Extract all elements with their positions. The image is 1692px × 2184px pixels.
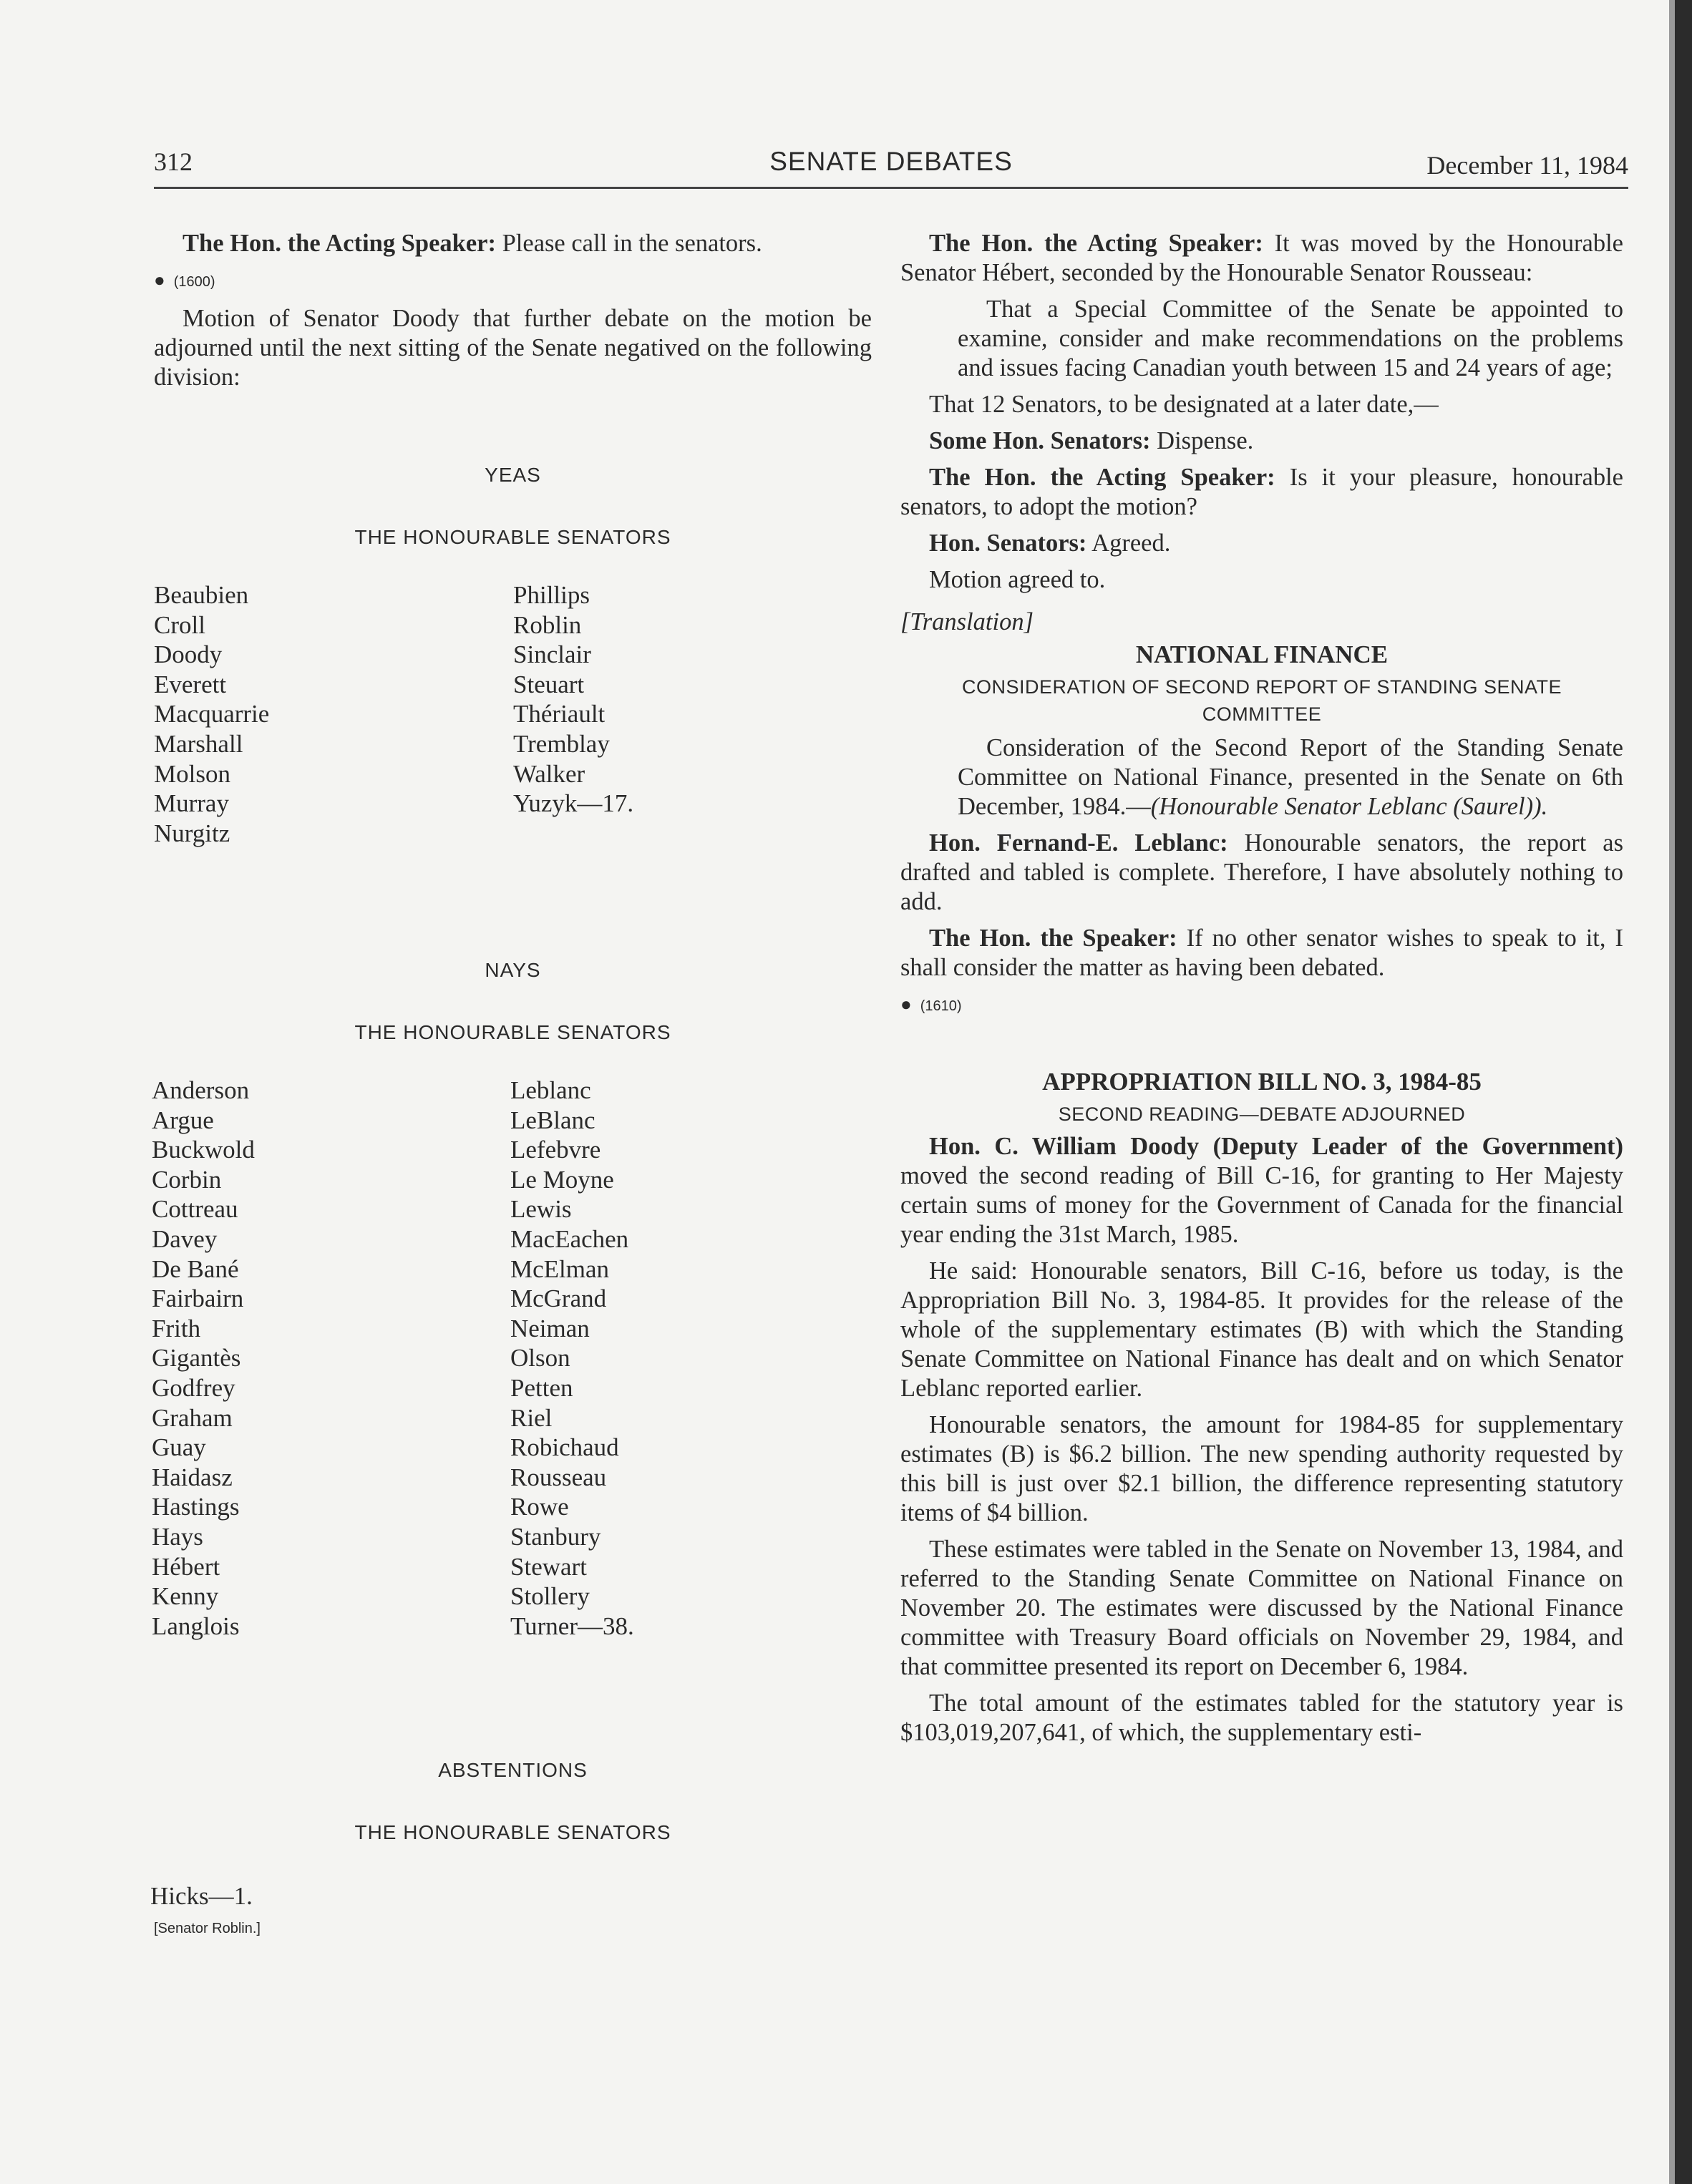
paragraph [900, 924, 1623, 983]
list-item: Le Moyne [510, 1165, 614, 1194]
speaker-name: Some Hon. Senators: [929, 427, 1151, 454]
list-item: Rowe [510, 1493, 569, 1521]
list-item: LeBlanc [510, 1106, 595, 1134]
paragraph: The total amount of the estimates tabled for the statutory year is $103,019,207,641, of which, the supplementary esti- [900, 1690, 1623, 1746]
time-marker [900, 990, 1623, 1021]
list-item: Stollery [510, 1582, 590, 1611]
speaker-name: The Hon. the Acting Speaker: [929, 464, 1275, 491]
list-item: Macquarrie [154, 700, 270, 728]
nays-list [154, 1076, 872, 1648]
speaker-name: The Hon. the Acting Speaker: [183, 230, 496, 257]
speaker-name: The Hon. the Speaker: [929, 925, 1177, 952]
paragraph [900, 426, 1623, 456]
list-item: Cottreau [152, 1195, 238, 1224]
list-item: Gigantès [152, 1344, 241, 1373]
list-item: Fairbairn [152, 1284, 244, 1313]
speech-text: Is it your pleasure, honourable senators, to adopt the motion? [900, 464, 1623, 520]
list-item: Buckwold [152, 1136, 255, 1164]
list-item: McElman [510, 1254, 610, 1283]
list-item: Neiman [510, 1314, 590, 1342]
list-item: Thériault [513, 700, 606, 728]
list-item: Godfrey [152, 1373, 235, 1402]
page-header [154, 147, 1628, 189]
list-item: Croll [154, 610, 205, 639]
bullet-icon: ● [900, 993, 912, 1015]
paragraph [154, 229, 872, 258]
order-sponsor: (Honourable Senator Leblanc (Saurel)). [1150, 793, 1548, 820]
list-item: Phillips [513, 581, 590, 609]
list-item: Marshall [154, 729, 243, 758]
paragraph: Motion agreed to. [929, 566, 1106, 593]
list-item: Walker [513, 759, 585, 788]
list-item: Guay [152, 1433, 206, 1462]
list-item: MacEachen [510, 1224, 629, 1253]
order-of-day [958, 733, 1623, 822]
speaker-name: Hon. Fernand-E. Leblanc: [929, 829, 1228, 857]
list-item: Hastings [152, 1493, 240, 1521]
scan-edge-shadow [1669, 0, 1675, 2184]
paragraph: Honourable senators, the amount for 1984-85 for supplementary estimates (B) is $6.2 billion. The new spending authority requested by this bill is just over $2.1 billion, the difference representing statutory items of $4 billion. [900, 1411, 1623, 1526]
nays-title: NAYS [485, 959, 541, 981]
list-item: Lefebvre [510, 1136, 601, 1164]
nays-col-2 [510, 1076, 634, 1641]
list-item: Graham [152, 1403, 233, 1432]
list-item: Stanbury [510, 1522, 601, 1551]
paragraph: Motion of Senator Doody that further debate on the motion be adjourned until the next sitting of the Senate negatived on the following division: [154, 305, 872, 391]
list-item: De Bané [152, 1254, 239, 1283]
page-number: 312 [154, 147, 193, 176]
list-item: Leblanc [510, 1076, 591, 1104]
list-item: Everett [154, 670, 227, 698]
list-item: Hays [152, 1522, 203, 1551]
list-item: McGrand [510, 1284, 607, 1313]
yeas-col-2 [513, 580, 633, 819]
yeas-list [154, 580, 872, 854]
speech-text: moved the second reading of Bill C-16, for granting to Her Majesty certain sums of money for the Government of Canada for the financial year ending the 31st March, 1985. [900, 1162, 1623, 1248]
list-item: Corbin [152, 1165, 222, 1194]
list-item: Langlois [152, 1612, 240, 1640]
time-marker-text: (1610) [920, 998, 962, 1014]
list-item: Nurgitz [154, 819, 230, 847]
paragraph [900, 229, 1623, 288]
list-item: Petten [510, 1373, 573, 1402]
nays-col-1 [152, 1076, 255, 1641]
section-subheading: CONSIDERATION OF SECOND REPORT OF STANDING SENATE COMMITTEE [961, 676, 1562, 725]
list-item: Stewart [510, 1552, 587, 1581]
paragraph: He said: Honourable senators, Bill C-16, before us today, is the Appropriation Bill No. 3, 1984-85. It provides for the release of the whole of the supplementary estimates (B) with which the Standing Senate Committee on National Finance has dealt and on which Senator Leblanc reported earlier. [900, 1257, 1623, 1402]
paragraph: These estimates were tabled in the Senate on November 13, 1984, and referred to the Standing Senate Committee on National Finance on November 20. The estimates were discussed by the National Finance committee with Treasury Board officials on November 29, 1984, and that committee presented its report on December 6, 1984. [900, 1536, 1623, 1680]
paragraph [900, 829, 1623, 917]
yeas-title: YEAS [485, 464, 541, 486]
speech-text: Agreed. [1086, 530, 1171, 557]
time-marker [154, 265, 872, 297]
right-column [900, 229, 1623, 1755]
list-item: Yuzyk—17. [513, 789, 634, 818]
speaker-name: Hon. C. William Doody (Deputy Leader of the Government) [929, 1133, 1623, 1160]
speech-text: It was moved by the Honourable Senator Hébert, seconded by the Honourable Senator Rousseau: [900, 230, 1623, 286]
list-item: Tremblay [513, 729, 610, 758]
list-item: Sinclair [513, 640, 591, 669]
speech-text: Honourable senators, the report as drafted and tabled is complete. Therefore, I have absolutely nothing to add. [900, 829, 1623, 915]
paragraph [900, 529, 1623, 558]
list-item: Haidasz [152, 1463, 233, 1491]
section-heading: APPROPRIATION BILL NO. 3, 1984-85 [1042, 1068, 1482, 1096]
list-item: Olson [510, 1344, 570, 1373]
list-item: Frith [152, 1314, 201, 1342]
list-item: Davey [152, 1224, 218, 1253]
section-subheading: SECOND READING—DEBATE ADJOURNED [1058, 1103, 1466, 1125]
speech-text: If no other senator wishes to speak to it, I shall consider the matter as having been debated. [900, 925, 1623, 981]
list-item: Murray [154, 789, 229, 818]
list-item: Molson [154, 759, 230, 788]
list-item: Kenny [152, 1582, 219, 1611]
page-footnote: [Senator Roblin.] [154, 1920, 261, 1936]
paragraph [900, 1132, 1623, 1249]
list-item: Anderson [152, 1076, 250, 1104]
yeas-subtitle: THE HONOURABLE SENATORS [354, 526, 671, 548]
speaker-name: Hon. Senators: [929, 530, 1087, 557]
bullet-icon: ● [154, 269, 165, 291]
list-item: Robichaud [510, 1433, 619, 1462]
list-item: Argue [152, 1106, 214, 1134]
list-item: Beaubien [154, 581, 249, 609]
list-item: Turner—38. [510, 1612, 634, 1640]
speech-text: Please call in the senators. [495, 230, 762, 257]
quoted-motion: That a Special Committee of the Senate be appointed to examine, consider and make recommendations on the problems and issues facing Canadian youth between 15 and 24 years of age; [958, 296, 1623, 381]
header-date: December 11, 1984 [1426, 151, 1628, 180]
left-column [150, 229, 872, 1944]
time-marker-text: (1600) [173, 274, 215, 290]
translation-note: [Translation] [900, 608, 1034, 635]
paragraph [900, 463, 1623, 522]
order-text: Consideration of the Second Report of the Standing Senate Committee on National Finance, presented in the Senate on 6th December, 1984.— [958, 734, 1623, 820]
list-item: Riel [510, 1403, 553, 1432]
list-item: Rousseau [510, 1463, 607, 1491]
list-item: Doody [154, 640, 223, 669]
paragraph: That 12 Senators, to be designated at a later date,— [929, 391, 1439, 418]
speech-text: Dispense. [1150, 427, 1254, 454]
list-item: Roblin [513, 610, 582, 639]
list-item: Steuart [513, 670, 585, 698]
section-heading: NATIONAL FINANCE [1135, 640, 1389, 668]
speaker-name: The Hon. the Acting Speaker: [929, 230, 1263, 257]
abstentions-title: ABSTENTIONS [438, 1759, 588, 1781]
abstentions-list: Hicks—1. [150, 1882, 253, 1910]
abstentions-subtitle: THE HONOURABLE SENATORS [354, 1821, 671, 1843]
yeas-col-1 [154, 580, 269, 848]
nays-subtitle: THE HONOURABLE SENATORS [354, 1021, 671, 1043]
running-title: SENATE DEBATES [769, 147, 1013, 176]
list-item: Lewis [510, 1195, 572, 1224]
list-item: Hébert [152, 1552, 220, 1581]
scan-edge [1675, 0, 1692, 2184]
